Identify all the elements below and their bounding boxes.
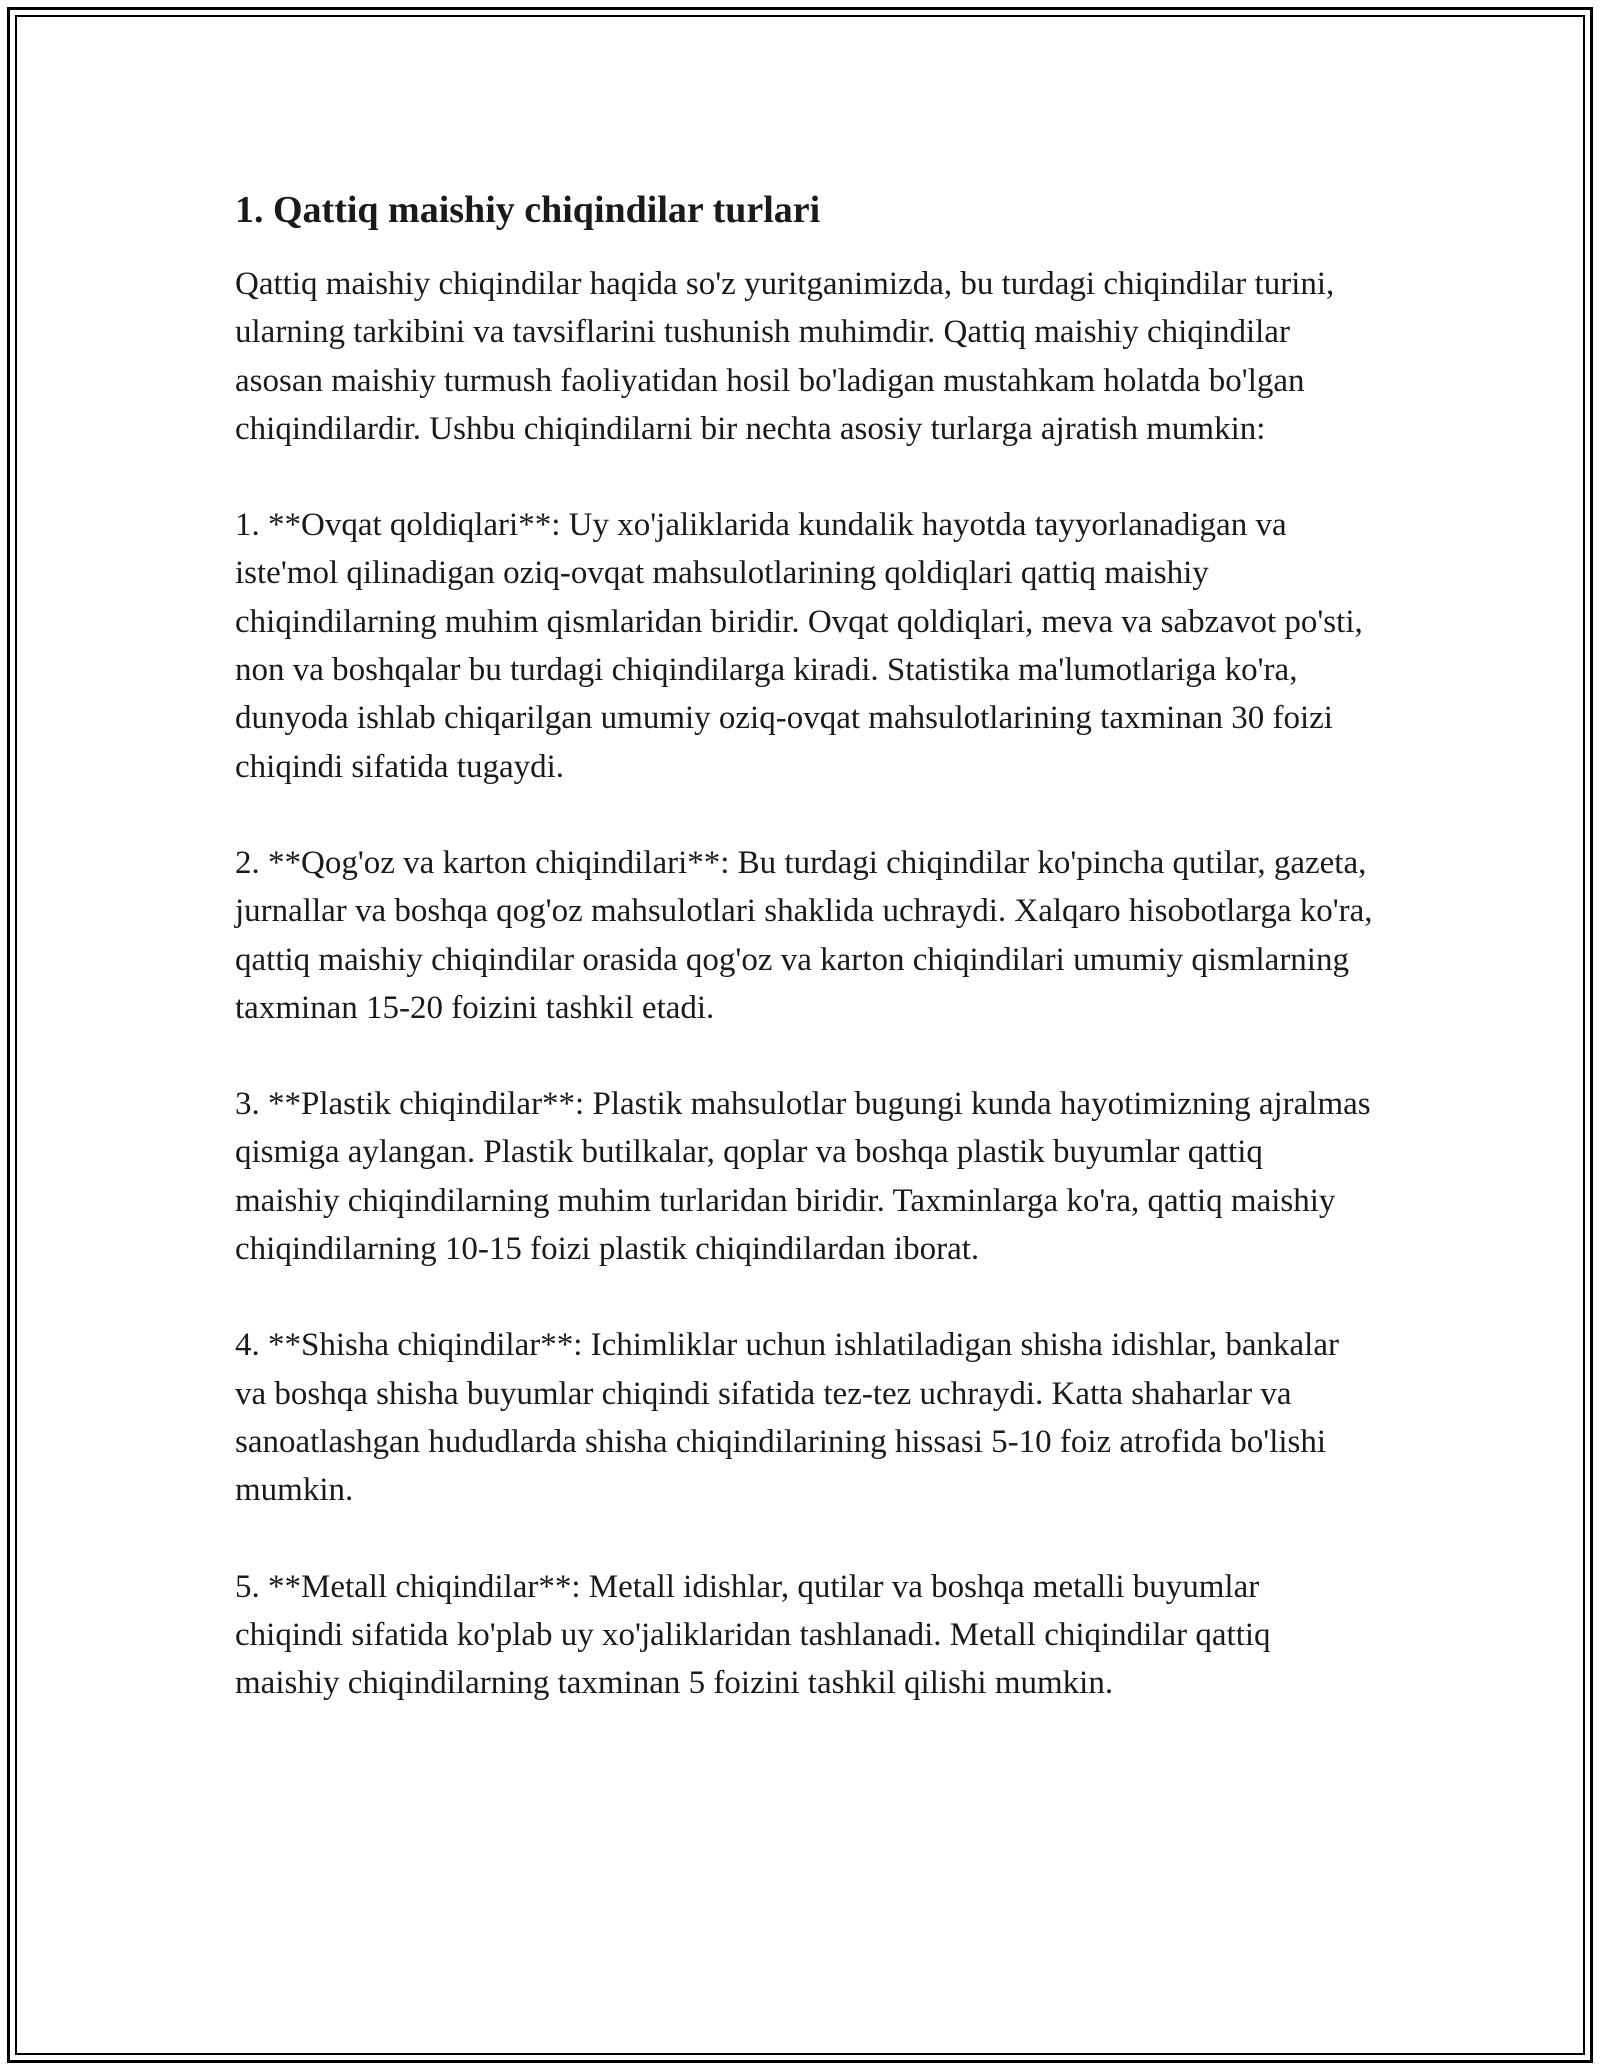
list-item-paper-waste: 2. **Qog'oz va karton chiqindilari**: Bu turdagi chiqindilar ko'pincha qutilar, gazeta, jurnallar va boshqa qog'oz mahsulotlari shaklida uchraydi. Xalqaro hisobotlarga ko'ra, qattiq maishiy chiqindilar orasida qog'oz va karton chiqindilari umumiy qismlarning taxminan 15-20 foizini tashkil etadi.	[235, 844, 1373, 1026]
intro-paragraph: Qattiq maishiy chiqindilar haqida so'z yuritganimizda, bu turdagi chiqindilar turini, ularning tarkibini va tavsiflarini tushunish muhimdir. Qattiq maishiy chiqindilar asosan maishiy turmush faoliyatidan hosil bo'ladigan mustahkam holatda bo'lgan chiqindilardir. Ushbu chiqindilarni bir nechta asosiy turlarga ajratish mumkin:	[235, 266, 1335, 447]
list-item-glass-waste: 4. **Shisha chiqindilar**: Ichimliklar uchun ishlatiladigan shisha idishlar, bankalar va boshqa shisha buyumlar chiqindi sifatida tez-tez uchraydi. Katta shaharlar va sanoatlashgan hududlarda shisha chiqindilarining hissasi 5-10 foiz atrofida bo'lishi mumkin.	[235, 1327, 1339, 1509]
document-title: 1. Qattiq maishiy chiqindilar turlari	[235, 189, 821, 231]
list-item-plastic-waste: 3. **Plastik chiqindilar**: Plastik mahsulotlar bugungi kunda hayotimizning ajralmas qismiga aylangan. Plastik butilkalar, qoplar va boshqa plastik buyumlar qattiq maishiy chiqindilarning muhim turlaridan biridir. Taxminlarga ko'ra, qattiq maishiy chiqindilarning 10-15 foizi plastik chiqindilardan iborat.	[235, 1086, 1371, 1268]
list-item-food-waste: 1. **Ovqat qoldiqlari**: Uy xo'jaliklarida kundalik hayotda tayyorlanadigan va iste'mol qilinadigan oziq-ovqat mahsulotlarining qoldiqlari qattiq maishiy chiqindilarning muhim qismlaridan biridir. Ovqat qoldiqlari, meva va sabzavot po'sti, non va boshqalar bu turdagi chiqindilarga kiradi. Statistika ma'lumotlariga ko'ra, dunyoda ishlab chiqarilgan umumiy oziq-ovqat mahsulotlarining taxminan 30 foizi chiqindi sifatida tugaydi.	[235, 507, 1363, 785]
list-item-metal-waste: 5. **Metall chiqindilar**: Metall idishlar, qutilar va boshqa metalli buyumlar chiqindi sifatida ko'plab uy xo'jaliklaridan tashlanadi. Metall chiqindilar qattiq maishiy chiqindilarning taxminan 5 foizini tashkil qilishi mumkin.	[235, 1568, 1271, 1702]
document-body	[235, 186, 1375, 1755]
